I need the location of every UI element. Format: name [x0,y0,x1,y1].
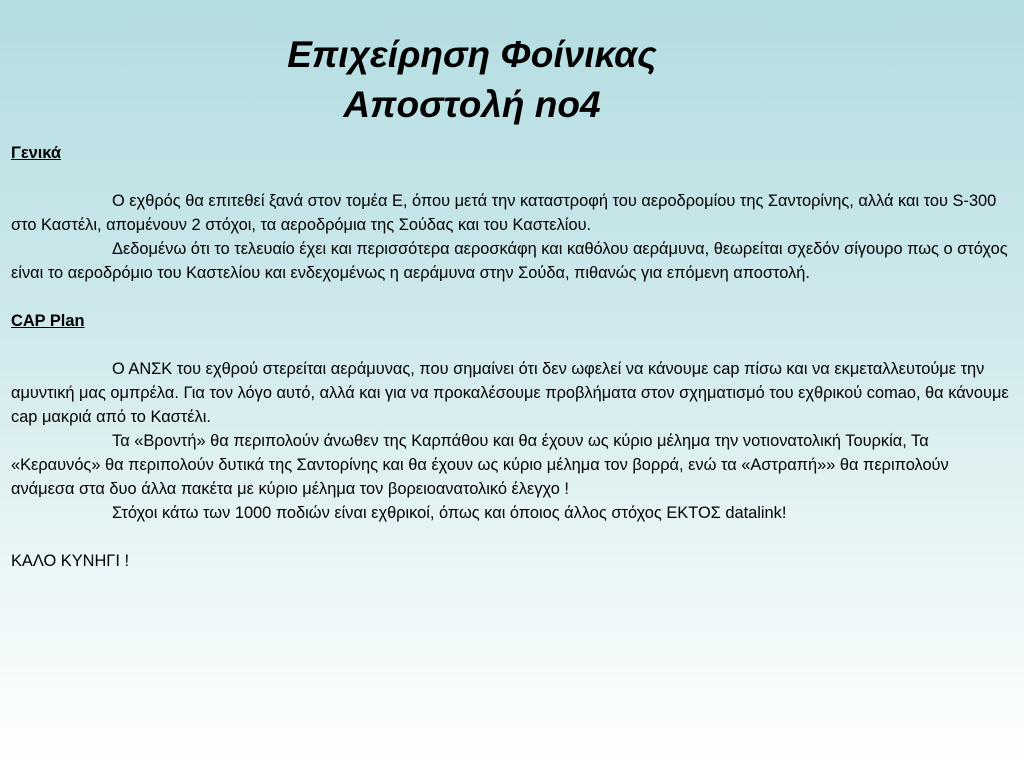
section-heading-cap-plan: CAP Plan [11,312,85,330]
closing-line: ΚΑΛΟ ΚΥΝΗΓΙ ! [11,552,129,570]
slide-title [0,30,944,130]
title-line-2: Αποστολή no4 [343,84,601,125]
title-line-1: Επιχείρηση Φοίνικας [287,34,657,75]
general-paragraph-2: Δεδομένω ότι το τελευαίο έχει και περισσότερα αεροσκάφη και καθόλου αεράμυνα, θεωρείται σχεδόν σίγουρο πως ο στόχος είναι το αεροδρόμιο του Καστελίου και ενδεχομένως η αεράμυνα στην Σούδα, πιθανώς για επόμενη αποστολή. [11,240,1008,282]
general-paragraph-1: Ο εχθρός θα επιτεθεί ξανά στον τομέα Ε, όπου μετά την καταστροφή του αεροδρομίου της Σαντορίνης, αλλά και του S-300 στο Καστέλι, απομένουν 2 στόχοι, τα αεροδρόμια της Σούδας και του Καστελίου. [11,192,997,234]
cap-plan-paragraph-2: Τα «Βροντή» θα περιπολούν άνωθεν της Καρπάθου και θα έχουν ως κύριο μέλημα την νοτιονατολική Τουρκία, Τα «Κεραυνός» θα περιπολούν δυτικά της Σαντορίνης και θα έχουν ως κύριο μέλημα τον βορρά, ενώ τα «Αστραπή»» θα περιπολούν ανάμεσα στα δυο άλλα πακέτα με κύριο μέλημα τον βορειοανατολικό έλεγχο ! [11,432,949,498]
spacer [11,525,1011,549]
spacer [11,333,1011,357]
cap-plan-paragraph-3: Στόχοι κάτω των 1000 ποδιών είναι εχθρικοί, όπως και όποιος άλλος στόχος ΕΚΤΟΣ datalink! [112,504,787,522]
section-heading-general: Γενικά [11,144,61,162]
slide-body [11,141,1011,573]
cap-plan-paragraph-1: Ο ΑΝΣΚ του εχθρού στερείται αεράμυνας, που σημαίνει ότι δεν ωφελεί να κάνουμε cap πίσω και να εκμεταλλευτούμε την αμυντική μας ομπρέλα. Για τον λόγο αυτό, αλλά και για να προκαλέσουμε προβλήματα στον σχηματισμό του εχθρικού comao, θα κάνουμε cap μακριά από το Καστέλι. [11,360,1009,426]
spacer [11,285,1011,309]
spacer [11,165,1011,189]
